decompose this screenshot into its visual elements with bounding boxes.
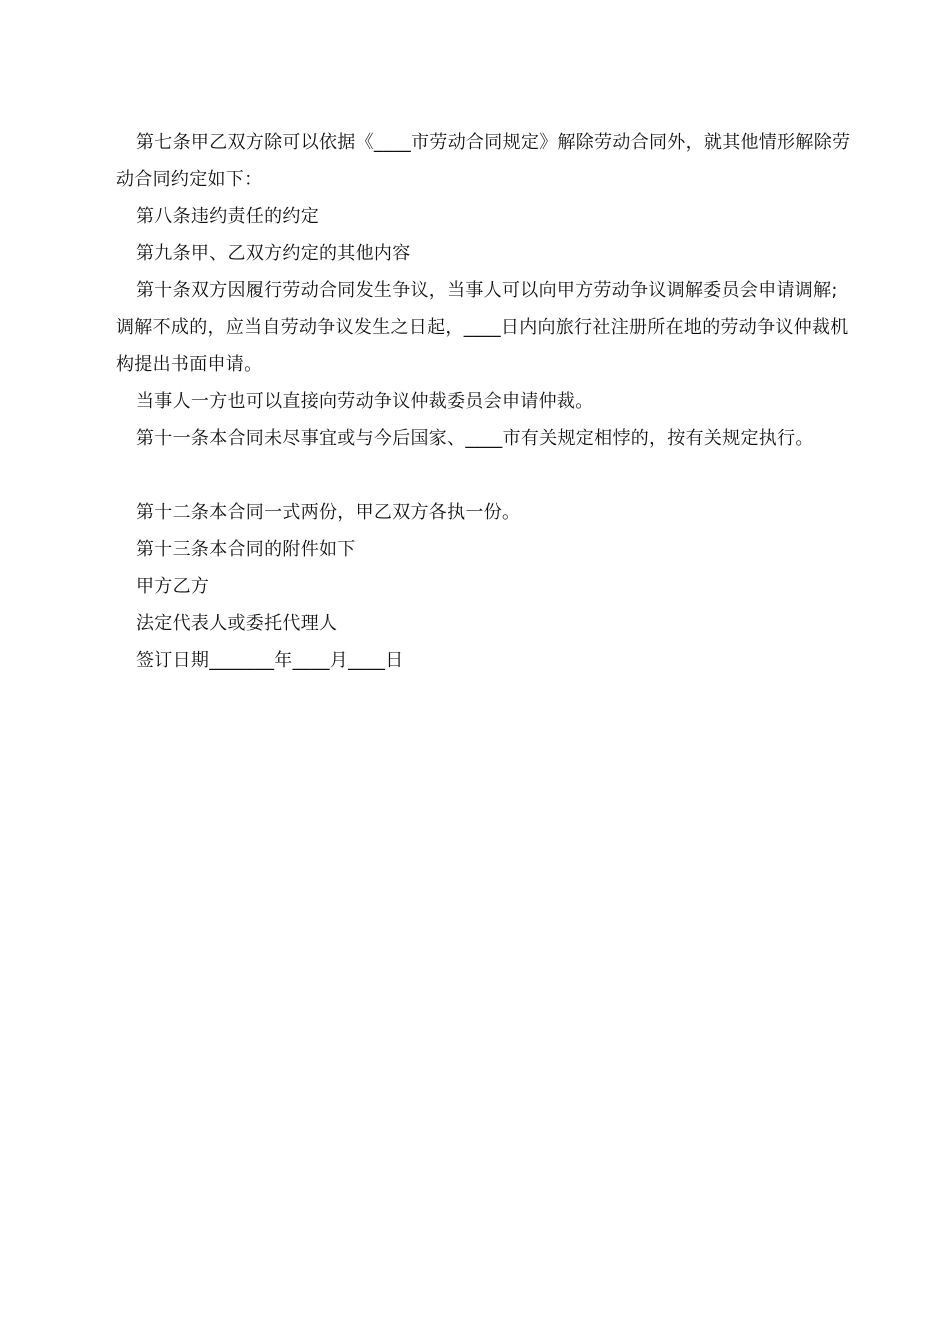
paragraph-spacer [116,457,856,494]
document-body [116,124,856,679]
article-10-paragraph: 第十条双方因履行劳动合同发生争议，当事人可以向甲方劳动争议调解委员会申请调解;调解不成的，应当自劳动争议发生之日起，____日内向旅行社注册所在地的劳动争议仲裁机构提出书面申请。 [116,280,849,375]
representative-line: 法定代表人或委托代理人 [136,613,338,634]
article-7-paragraph: 第七条甲乙双方除可以依据《____市劳动合同规定》解除劳动合同外，就其他情形解除劳动合同约定如下： [116,132,851,190]
article-11-paragraph: 第十一条本合同未尽事宜或与今后国家、____市有关规定相悖的，按有关规定执行。 [136,428,814,449]
arbitration-paragraph: 当事人一方也可以直接向劳动争议仲裁委员会申请仲裁。 [136,391,594,412]
signing-date-line: 签订日期_______年____月____日 [136,650,404,671]
article-8-paragraph: 第八条违约责任的约定 [136,206,319,227]
article-12-paragraph: 第十二条本合同一式两份，甲乙双方各执一份。 [136,502,521,523]
parties-line: 甲方乙方 [136,576,210,597]
article-9-paragraph: 第九条甲、乙双方约定的其他内容 [136,243,411,264]
article-13-paragraph: 第十三条本合同的附件如下 [136,539,356,560]
